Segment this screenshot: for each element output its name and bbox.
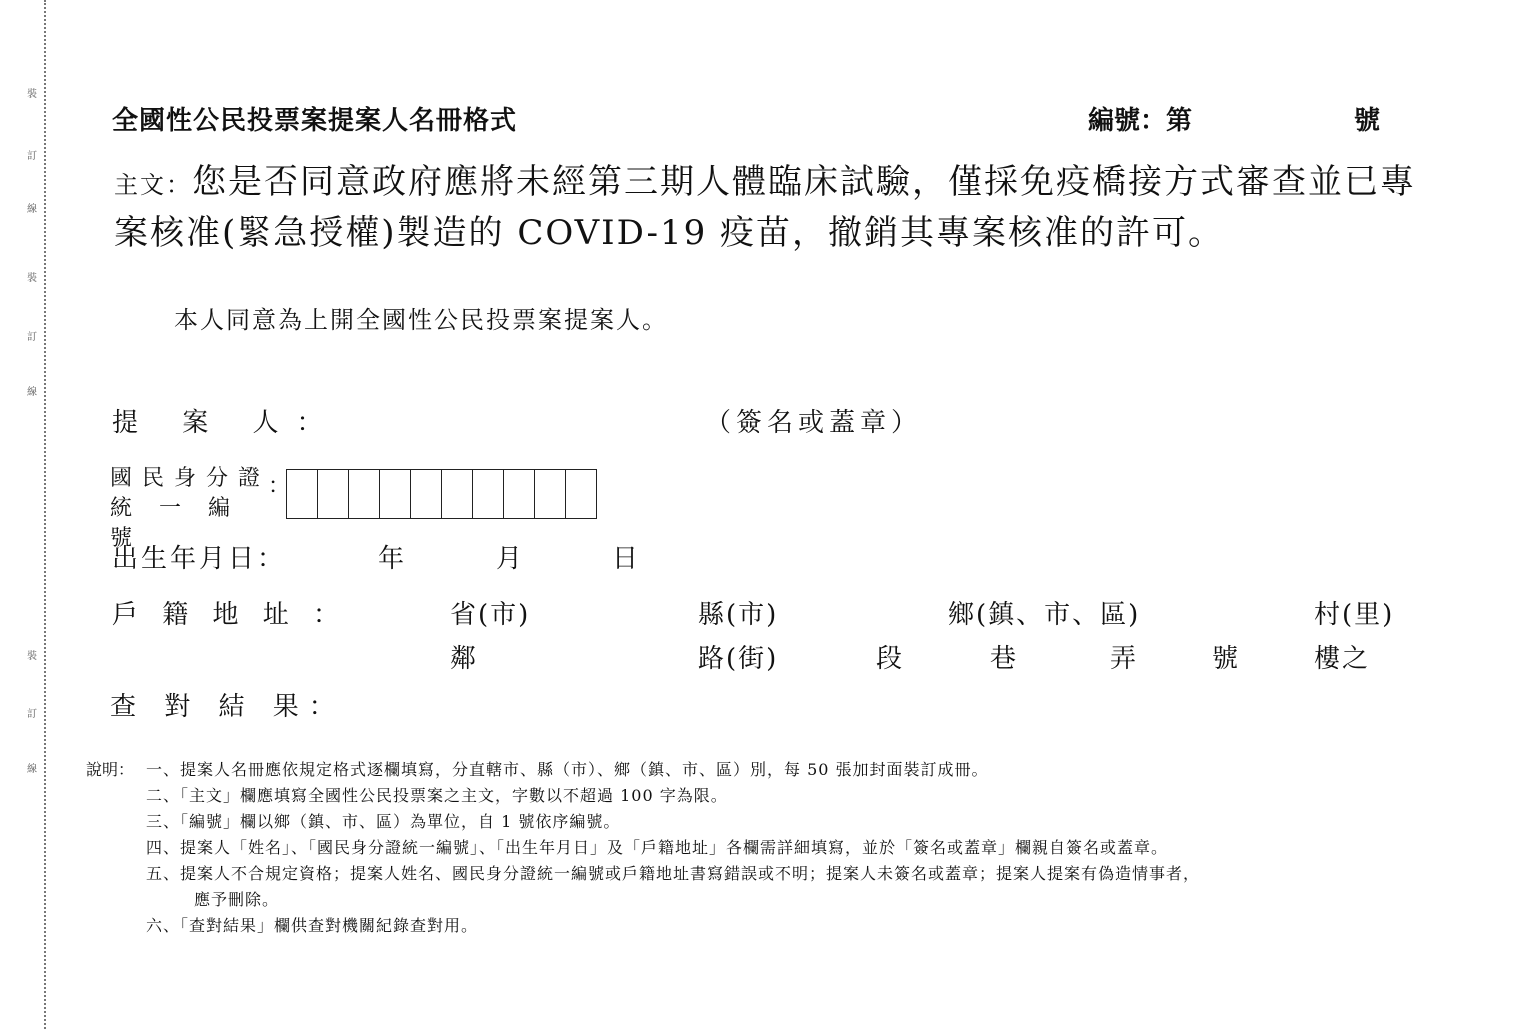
address-township: 鄉(鎮、市、區) bbox=[948, 600, 1141, 630]
serial-number-label: 編號：第 bbox=[1088, 106, 1193, 136]
check-result-label: 查 對 結 果： bbox=[110, 692, 345, 722]
address-floor: 樓之 bbox=[1314, 644, 1371, 674]
note-item: 四、提案人「姓名」、「國民身分證統一編號」、「出生年月日」及「戶籍地址」各欄需詳細填寫，並於「簽名或蓋章」欄親自簽名或蓋章。 bbox=[146, 838, 1169, 857]
binding-mark: 線 bbox=[27, 764, 37, 775]
id-digit-box[interactable] bbox=[565, 469, 597, 519]
signature-note: （簽名或蓋章） bbox=[705, 408, 923, 438]
id-number-colon: ： bbox=[268, 474, 291, 499]
birth-year-unit: 年 bbox=[378, 544, 405, 574]
address-county: 縣(市) bbox=[698, 600, 779, 630]
binding-mark: 線 bbox=[27, 204, 37, 215]
form-title: 全國性公民投票案提案人名冊格式 bbox=[112, 106, 518, 136]
address-label: 戶 籍 地 址 ： bbox=[112, 600, 348, 630]
id-digit-box[interactable] bbox=[441, 469, 473, 519]
id-digit-box[interactable] bbox=[286, 469, 318, 519]
address-alley: 弄 bbox=[1110, 644, 1139, 674]
main-text-label: 主文： bbox=[114, 171, 192, 199]
id-digit-box[interactable] bbox=[472, 469, 504, 519]
main-text-content: 您是否同意政府應將未經第三期人體臨床試驗，僅採免疫橋接方式審查並已專案核准(緊急授權)製造的 COVID-19 疫苗，撤銷其專案核准的許可。 bbox=[114, 162, 1416, 253]
address-number: 號 bbox=[1212, 644, 1241, 674]
binding-mark: 訂 bbox=[27, 151, 37, 162]
proposer-label: 提 案 人： bbox=[112, 408, 341, 438]
note-item: 三、「編號」欄以鄉（鎮、市、區）為單位，自 1 號依序編號。 bbox=[146, 812, 621, 831]
consent-statement: 本人同意為上開全國性公民投票案提案人。 bbox=[174, 306, 668, 334]
address-village: 村(里) bbox=[1314, 600, 1395, 630]
birth-day-unit: 日 bbox=[612, 544, 639, 574]
id-digit-box[interactable] bbox=[317, 469, 349, 519]
note-item: 六、「查對結果」欄供查對機關紀錄查對用。 bbox=[146, 916, 479, 935]
main-text-block bbox=[114, 158, 1434, 257]
id-label-line1: 國民身分證 bbox=[110, 466, 271, 491]
id-digit-box[interactable] bbox=[503, 469, 535, 519]
serial-number-suffix: 號 bbox=[1354, 106, 1381, 136]
address-lane: 巷 bbox=[990, 644, 1019, 674]
binding-dotted-line bbox=[44, 0, 46, 1029]
note-item: 五、提案人不合規定資格；提案人姓名、國民身分證統一編號或戶籍地址書寫錯誤或不明；提案人未簽名或蓋章；提案人提案有偽造情事者， bbox=[146, 864, 1201, 883]
note-item: 二、「主文」欄應填寫全國性公民投票案之主文，字數以不超過 100 字為限。 bbox=[146, 786, 728, 805]
binding-mark: 線 bbox=[27, 387, 37, 398]
id-number-label bbox=[110, 464, 270, 554]
binding-mark: 裝 bbox=[27, 273, 37, 284]
binding-mark: 訂 bbox=[27, 709, 37, 720]
id-digit-box[interactable] bbox=[348, 469, 380, 519]
binding-mark: 裝 bbox=[27, 651, 37, 662]
id-digit-box[interactable] bbox=[534, 469, 566, 519]
address-province: 省(市) bbox=[450, 600, 531, 630]
note-item: 一、提案人名冊應依規定格式逐欄填寫，分直轄市、縣（市）、鄉（鎮、市、區）別，每 50 張加封面裝訂成冊。 bbox=[146, 760, 989, 779]
notes-label: 說明： bbox=[86, 760, 135, 779]
address-road: 路(街) bbox=[698, 644, 779, 674]
binding-mark: 裝 bbox=[27, 89, 37, 100]
id-digit-box[interactable] bbox=[379, 469, 411, 519]
id-number-boxes bbox=[286, 469, 597, 519]
birth-month-unit: 月 bbox=[496, 544, 523, 574]
address-section: 段 bbox=[876, 644, 905, 674]
id-label-line2: 統 一 編 號 bbox=[110, 496, 240, 551]
id-digit-box[interactable] bbox=[410, 469, 442, 519]
note-item-continued: 應予刪除。 bbox=[194, 890, 280, 909]
binding-mark: 訂 bbox=[27, 332, 37, 343]
address-neighborhood: 鄰 bbox=[450, 644, 479, 674]
birth-date-label: 出生年月日： bbox=[112, 544, 287, 574]
